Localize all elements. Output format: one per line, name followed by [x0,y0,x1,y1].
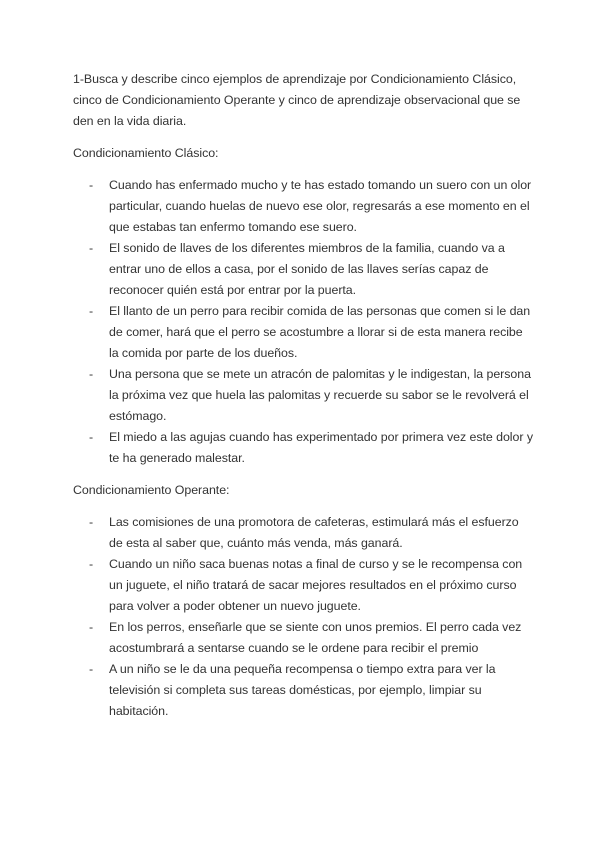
bullet-dash: - [89,620,94,634]
bullet-dash: - [89,515,94,529]
list-item-text: El miedo a las agujas cuando has experimentado por primera vez este dolor y te ha generado malestar. [109,430,533,465]
bullet-dash: - [89,178,94,192]
list-item [73,617,533,659]
operant-examples-list [73,512,533,722]
list-item [73,659,533,722]
list-item [73,554,533,617]
section-heading-classic: Condicionamiento Clásico: [73,146,219,160]
document-body [73,69,533,733]
list-item [73,301,533,364]
list-item-text: El llanto de un perro para recibir comida de las personas que comen si le dan de comer, hará que el perro se acostumbre a llorar si de esta manera recibe la comida por parte de los dueños. [109,304,531,360]
list-item [73,364,533,427]
bullet-dash: - [89,241,94,255]
bullet-dash: - [89,304,94,318]
list-item-text: En los perros, enseñarle que se siente con unos premios. El perro cada vez acostumbrará a sentarse cuando se le ordene para recibir el premio [109,620,522,655]
list-item-text: Una persona que se mete un atracón de palomitas y le indigestan, la persona la próxima vez que huela las palomitas y recuerde su sabor se le revolverá el estómago. [109,367,531,423]
bullet-dash: - [89,557,94,571]
list-item [73,512,533,554]
list-item-text: A un niño se le da una pequeña recompensa o tiempo extra para ver la televisión si completa sus tareas domésticas, por ejemplo, limpiar su habitación. [109,662,496,718]
list-item-text: Cuando has enfermado mucho y te has estado tomando un suero con un olor particular, cuando huelas de nuevo ese olor, regresarás a ese momento en el que estabas tan enfermo tomando ese suero. [109,178,532,234]
list-item [73,238,533,301]
bullet-dash: - [89,430,94,444]
list-item [73,175,533,238]
list-item-text: Las comisiones de una promotora de cafeteras, estimulará más el esfuerzo de esta al saber que, cuánto más venda, más ganará. [109,515,519,550]
list-item-text: Cuando un niño saca buenas notas a final de curso y se le recompensa con un juguete, el niño tratará de sacar mejores resultados en el próximo curso para volver a poder obtener un nuevo juguete. [109,557,523,613]
bullet-dash: - [89,367,94,381]
question-prompt: 1-Busca y describe cinco ejemplos de aprendizaje por Condicionamiento Clásico, cinco de Condicionamiento Operante y cinco de aprendizaje observacional que se den en la vida diaria. [73,72,521,128]
bullet-dash: - [89,662,94,676]
classic-examples-list [73,175,533,469]
list-item [73,427,533,469]
list-item-text: El sonido de llaves de los diferentes miembros de la familia, cuando va a entrar uno de ellos a casa, por el sonido de las llaves serías capaz de reconocer quién está por entrar por la puerta. [109,241,505,297]
section-heading-operant: Condicionamiento Operante: [73,483,230,497]
